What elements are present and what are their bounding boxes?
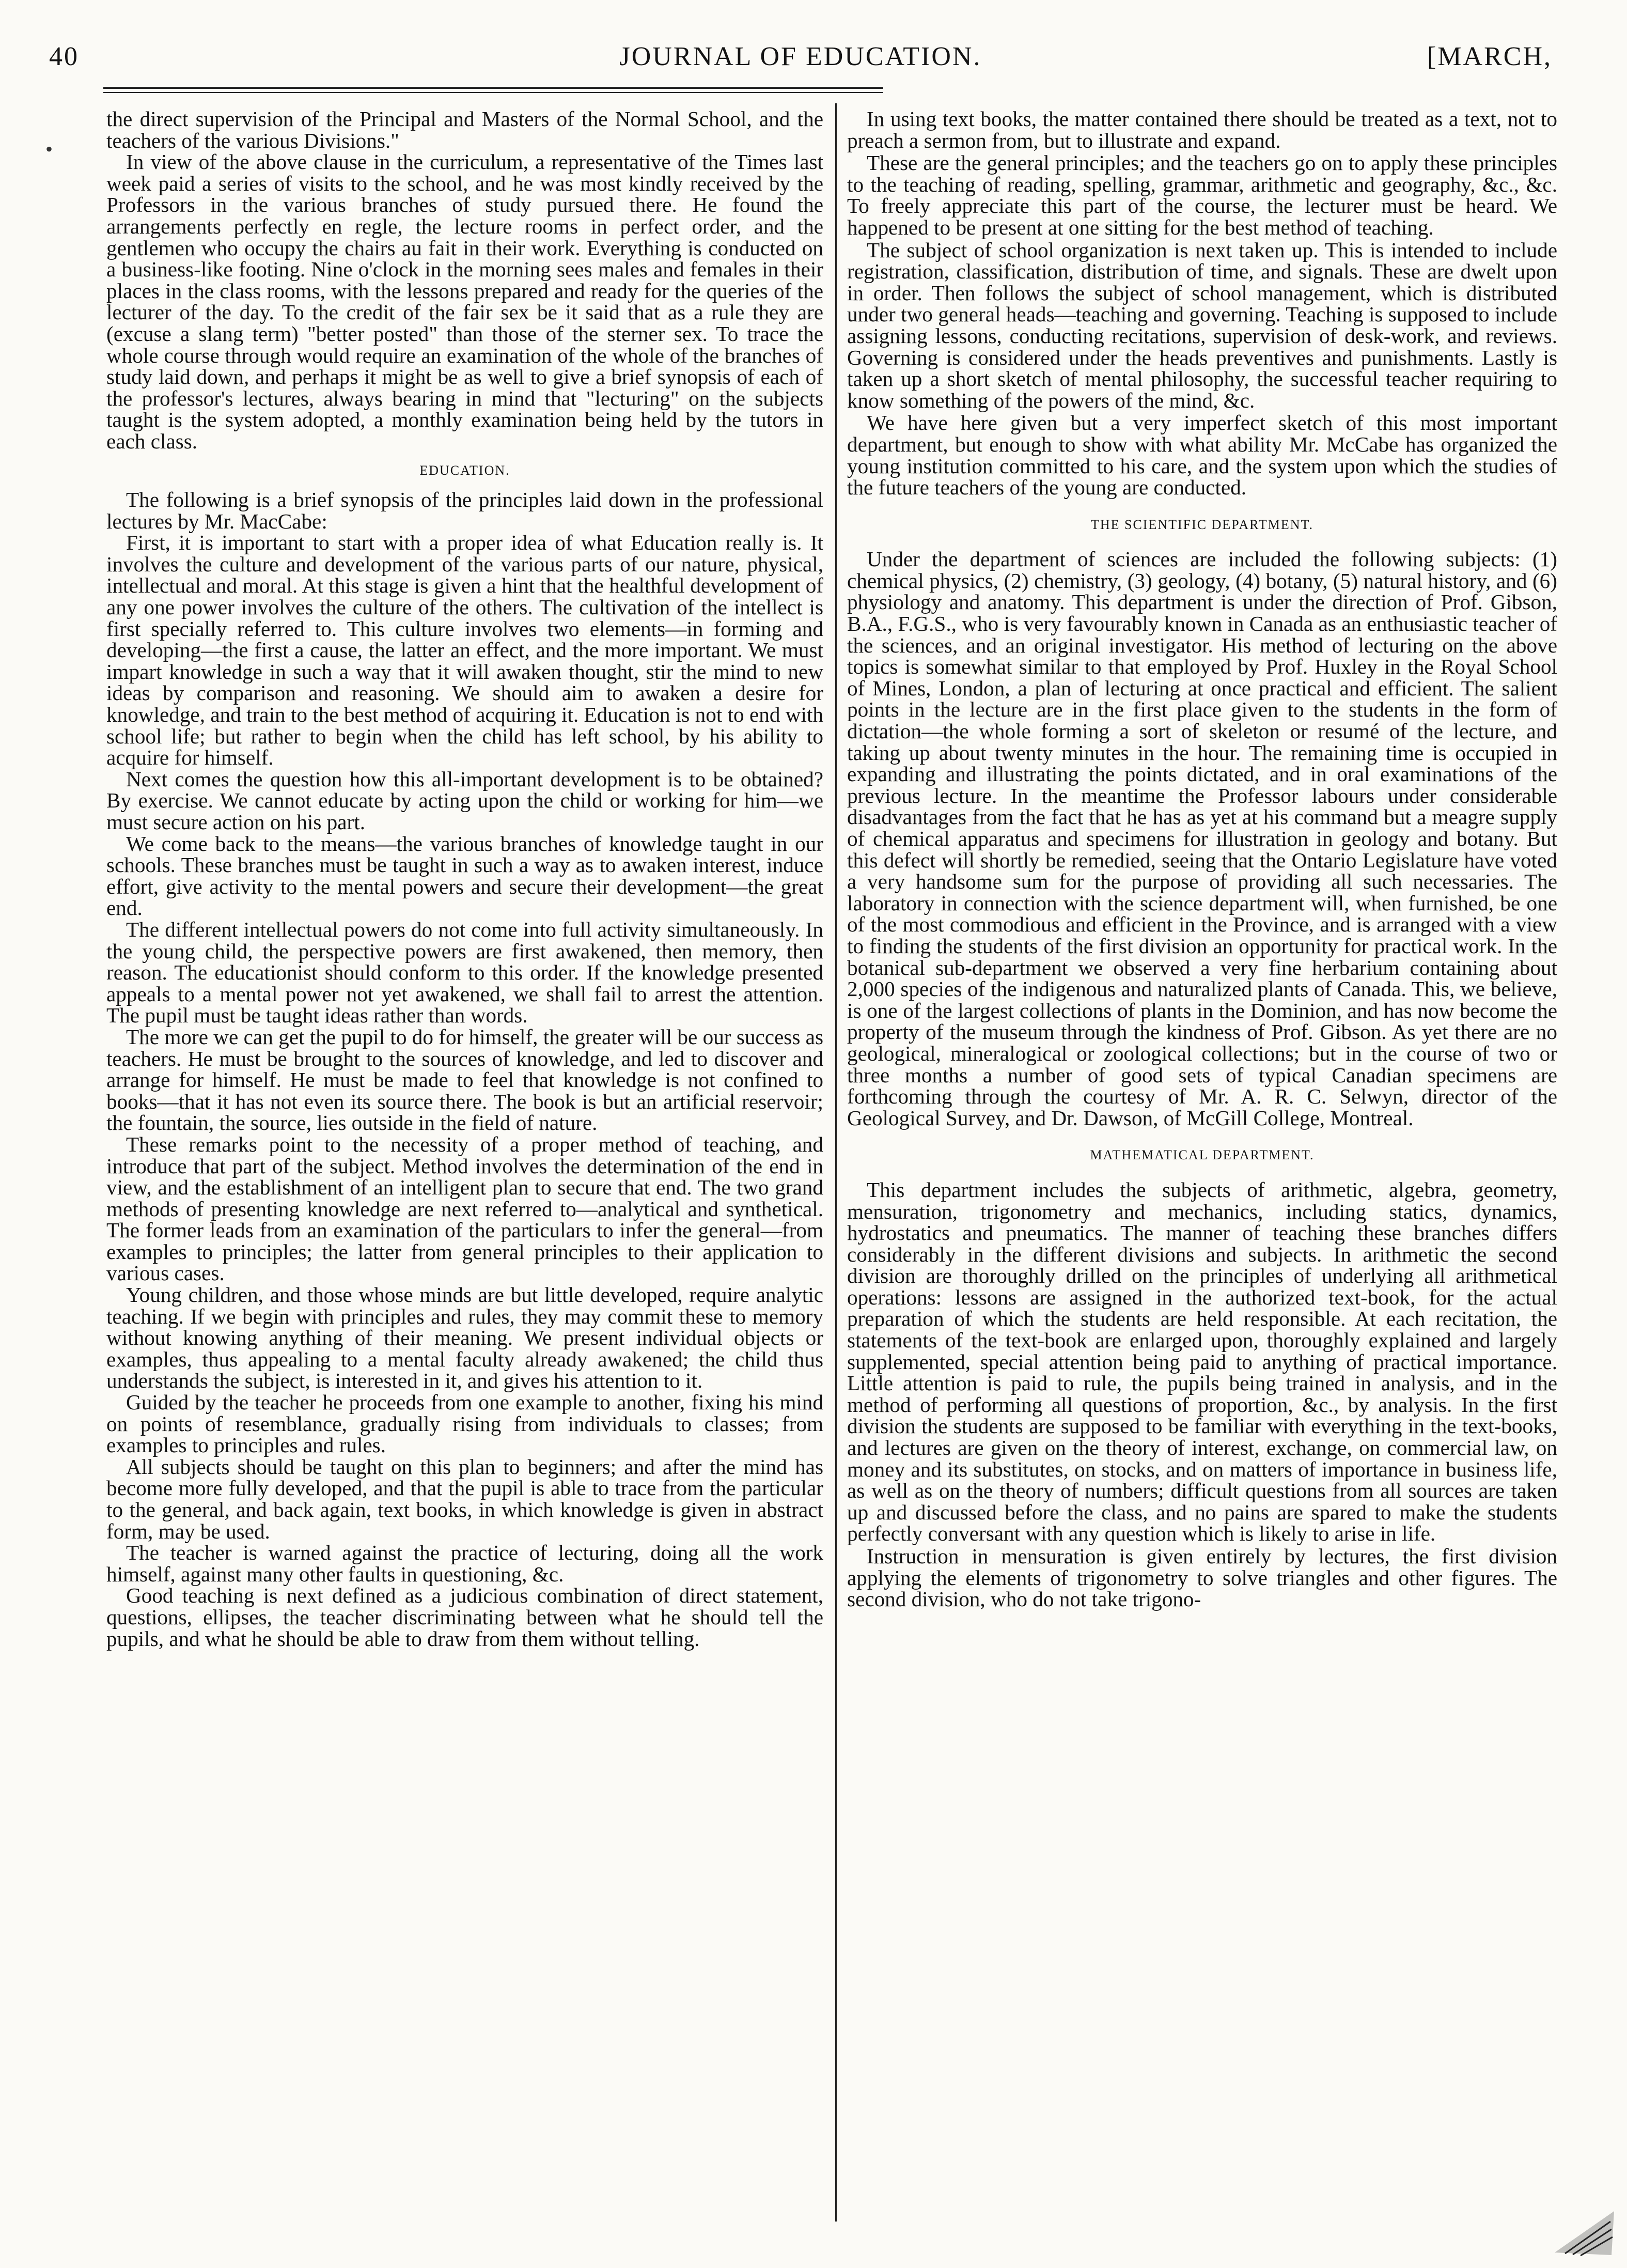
section-heading: THE SCIENTIFIC DEPARTMENT. [1090,517,1314,532]
paragraph: This department includes the subjects of arithmetic, algebra, geometry, mensuration, trigonometry and mechanics, including statics, dynamics, hydrostatics and pneumatics. The manner of teaching these branches differs considerably in the different divisions and subjects. In arithmetic the second division are thoroughly drilled on the principles of underlying all arithmetical operations: lessons are assigned in the authorized text-book, for the actual preparation of which the students are held responsible. At each recitation, the statements of the text-book are enlarged upon, thoroughly explained and largely supplemented, special attention being paid to anything of practical importance. Little attention is paid to rule, the pupils being trained in analysis, and in the method of performing all questions of proportion, &c., by analysis. In the first division the students are supposed to be familiar with everything in the text-books, and lectures are given on the theory of interest, exchange, on commercial law, on money and its substitutes, on stocks, and on matters of importance in business life, as well as on the theory of numbers; difficult questions from all sources are taken up and discussed before the class, and no pains are spared to make the students perfectly conversant with any question which is likely to arise in life. [847,1177,1557,1546]
paragraph: These remarks point to the necessity of a proper method of teaching, and introduce that part of the subject. Method involves the determination of the end in view, and the establishment of an intelligent plan to secure that end. The two grand methods of presenting knowledge are next referred to—analytical and synthetical. The former leads from an examination of the particulars to infer the general—from examples to principles; the latter from general principles to their application to various cases. [106,1132,823,1285]
section-heading: EDUCATION. [419,462,510,478]
scan-artifact [1550,2201,1617,2258]
paragraph: Under the department of sciences are included the following subjects: (1) chemical physics, (2) chemistry, (3) geology, (4) botany, (5) natural history, and (6) physiology and anatomy. This department is under the direction of Prof. Gibson, B.A., F.G.S., who is very favourably known in Canada as an enthusiastic teacher of the sciences, and an original investigator. His method of lecturing on the above topics is somewhat similar to that employed by Prof. Huxley in the Royal School of Mines, London, a plan of lecturing at once practical and efficient. The salient points in the lecture are in the first place given to the students in the form of dictation—the whole forming a sort of skeleton or resumé of the lecture, and taking up about twenty minutes in the hour. The remaining time is occupied in expanding and illustrating the points dictated, and in oral examinations of the previous lecture. In the meantime the Professor labours under considerable disadvantages from the fact that he has as yet at his command but a meagre supply of chemical apparatus and specimens for illustration in geology and botany. But this defect will shortly be remedied, seeing that the Ontario Legislature have voted a very handsome sum for the purpose of providing all such necessaries. The laboratory in connection with the science department will, when furnished, be one of the most commodious and efficient in the Province, and is arranged with a view to finding the students of the first division an opportunity for practical work. In the botanical sub-department we observed a very fine herbarium containing about 2,000 species of the indigenous and naturalized plants of Canada. This, we believe, is one of the largest collections of plants in the Dominion, and has now become the property of the museum through the kindness of Prof. Gibson. As yet there are no geological, mineralogical or zoological collections; but in the course of two or three months a number of good sets of typical Canadian specimens are forthcoming through the courtesy of Mr. A. R. C. Selwyn, director of the Geological Survey, and Dr. Dawson, of McGill College, Montreal. [847,547,1557,1130]
paragraph: In view of the above clause in the curriculum, a representative of the Times last week paid a series of visits to the school, and he was most kindly received by the Professors in the various branches of study pursued there. He found the arrangements perfectly en regle, the lecture rooms in perfect order, and the gentlemen who occupy the chairs au fait in their work. Everything is conducted on a business-like footing. Nine o'clock in the morning sees males and females in their places in the class rooms, with the lessons prepared and ready for the queries of the lecturer of the day. To the credit of the fair sex be it said that as a rule they are (excuse a slang term) "better posted" than those of the sterner sex. To trace the whole course through would require an examination of the whole of the branches of study laid down, and perhaps it might be as well to give a brief synopsis of each of the professor's lectures, always bearing in mind that "lecturing" on the subjects taught is the system adopted, a monthly examination being held by the tutors in each class. [106,150,823,453]
paragraph: The more we can get the pupil to do for himself, the greater will be our success as teachers. He must be brought to the sources of knowledge, and led to discover and arrange for himself. He must be made to feel that knowledge is not confined to books—that it has not even its source there. The book is but an artificial reservoir; the fountain, the source, lies outside in the field of nature. [106,1024,823,1135]
section-heading: MATHEMATICAL DEPARTMENT. [1090,1147,1315,1163]
header-rule [103,87,883,93]
column-divider [835,103,837,2222]
paragraph: The different intellectual powers do not come into full activity simultaneously. In the young child, the perspective powers are first awakened, then memory, then reason. The educationist should conform to this order. If the knowledge presented appeals to a mental power not yet awakened, we shall fail to arrest the attention. The pupil must be taught ideas rather than words. [106,917,823,1028]
paragraph: These are the general principles; and the teachers go on to apply these principles to the teaching of reading, spelling, grammar, arithmetic and geography, &c., &c. To freely appreciate this part of the course, the lecturer must be heard. We happened to be present at one sitting for the best method of teaching. [847,151,1557,239]
journal-title: JOURNAL OF EDUCATION. [619,42,982,71]
margin-mark: • [45,137,53,161]
paragraph: We have here given but a very imperfect sketch of this most important department, but enough to show with what ability Mr. McCabe has organized the young institution committed to his care, and the system upon which the studies of the future teachers of the young are conducted. [847,411,1557,500]
paragraph: Young children, and those whose minds are but little developed, require analytic teaching. If we begin with principles and rules, they may commit these to memory without knowing anything of their meaning. We present individual objects or examples, thus appealing to a mental faculty already awakened; the child thus understands the subject, is interested in it, and gives his attention to it. [106,1283,823,1393]
right-column [847,108,1557,1611]
page-number: 40 [49,42,79,71]
paragraph: First, it is important to start with a proper idea of what Education really is. It involves the culture and development of the various parts of our nature, physical, intellectual and moral. At this stage is given a hint that the healthful development of any one power involves the culture of the others. The cultivation of the intellect is first specially referred to. This culture involves two elements—in forming and developing—the first a cause, the latter an effect, and the more important. We must impart knowledge in such a way that it will awaken thought, stir the mind to new ideas by comparison and reasoning. We should aim to awaken a desire for knowledge, and train to the best method of acquiring it. Education is not to end with school life; but rather to begin when the child has left school, by his ability to acquire for himself. [106,531,823,770]
paragraph: Next comes the question how this all-important development is to be obtained? By exercise. We cannot educate by acting upon the child or working for him—we must secure action on his part. [106,767,823,834]
paragraph: We come back to the means—the various branches of knowledge taught in our schools. These branches must be taught in such a way as to awaken interest, induce effort, give activity to the mental powers and secure their development—the great end. [106,831,823,920]
paragraph: the direct supervision of the Principal and Masters of the Normal School, and the teachers of the various Divisions." [106,107,823,152]
paragraph: The subject of school organization is next taken up. This is intended to include registration, classification, distribution of time, and signals. These are dwelt upon in order. Then follows the subject of school management, which is distributed under two general heads—teaching and governing. Teaching is supposed to include assigning lessons, conducting recitations, supervision of desk-work, and reviews. Governing is considered under the heads preventives and punishments. Lastly is taken up a short sketch of mental philosophy, the successful teacher requiring to know something of the powers of the mind, &c. [847,238,1557,412]
paragraph: Guided by the teacher he proceeds from one example to another, fixing his mind on points of resemblance, gradually rising from individuals to classes; from examples to principles and rules. [106,1390,823,1457]
page-header [49,31,1552,83]
paragraph: Good teaching is next defined as a judicious combination of direct statement, questions, ellipses, the teacher discriminating between what he should tell the pupils, and what he should be able to draw from them without telling. [106,1583,823,1651]
left-column [106,108,823,1650]
paragraph: The teacher is warned against the practice of lecturing, doing all the work himself, against many other faults in questioning, &c. [106,1541,823,1586]
section-date: [MARCH, [1427,42,1552,71]
paragraph: Instruction in mensuration is given entirely by lectures, the first division applying the elements of trigonometry to solve triangles and other figures. The second division, who do not take trigono- [847,1544,1557,1611]
paragraph: In using text books, the matter contained there should be treated as a text, not to preach a sermon from, but to illustrate and expand. [847,107,1557,152]
paragraph: The following is a brief synopsis of the principles laid down in the professional lectures by Mr. MacCabe: [106,488,823,533]
paragraph: All subjects should be taught on this plan to beginners; and after the mind has become more fully developed, and that the pupil is able to trace from the particular to the general, and back again, text books, in which knowledge is given in abstract form, may be used. [106,1454,823,1543]
